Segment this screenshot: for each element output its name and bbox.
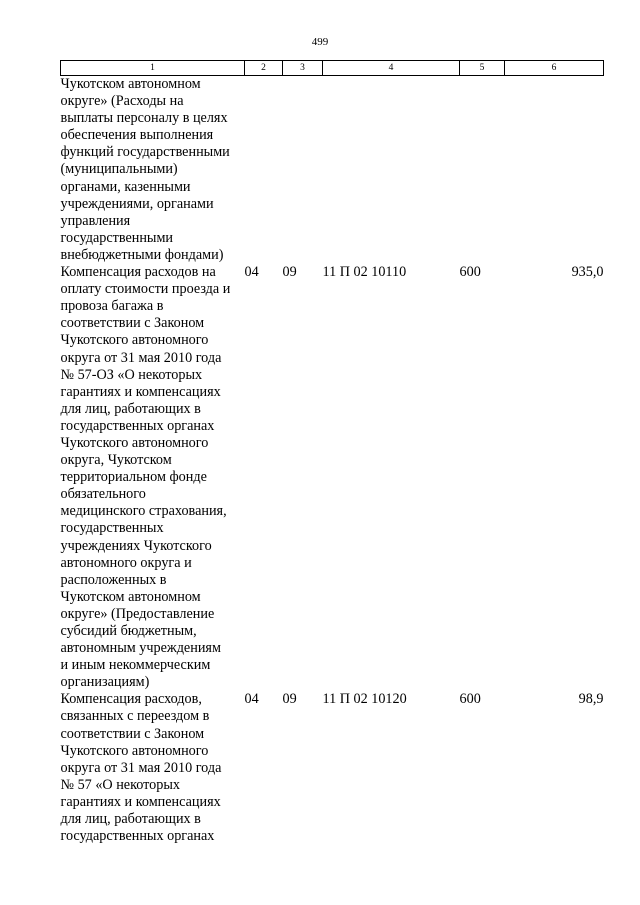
- column-header-1: 1: [61, 61, 245, 76]
- row-section: 04: [244, 691, 259, 708]
- row-target-article: 11 П 02 10110: [322, 264, 407, 281]
- column-header-2: 2: [245, 61, 283, 76]
- table-row: [61, 691, 604, 845]
- row-section: 04: [244, 264, 259, 281]
- row-name: Компенсация расходов на оплату стоимости проезда и провоза багажа в соответствии с Законом Чукотского автономного округа от 31 мая 2010 года № 57-ОЗ «О некоторых гарантиях и компенсациях для лиц, работающих в государственных органах Чукотского автономного округа, Чукотском территориальном фонде обязательного медицинского страхования, государственных учреждениях Чукотского автономного округа и расположенных в Чукотском автономном округе» (Предоставление субсидий бюджетным, автономным учреждениям и иным некоммерческим организациям): [60, 264, 231, 691]
- row-subsection: [283, 76, 323, 265]
- table-row: [61, 264, 604, 691]
- row-amount: [505, 76, 604, 265]
- column-header-4: 4: [323, 61, 460, 76]
- page-number: 499: [311, 36, 329, 48]
- row-amount: 98,9: [578, 691, 604, 708]
- column-header-3: 3: [283, 61, 323, 76]
- row-expense-type: 600: [459, 264, 481, 281]
- column-header-6: 6: [505, 61, 604, 76]
- row-subsection: 09: [282, 691, 297, 708]
- budget-table: [60, 60, 604, 845]
- row-expense-type: [460, 76, 505, 265]
- row-subsection: 09: [282, 264, 297, 281]
- column-header-5: 5: [460, 61, 505, 76]
- table-header-row: [61, 61, 604, 76]
- row-name: Чукотском автономном округе» (Расходы на выплаты персоналу в целях обеспечения выполнения функций государственными (муниципальными) органами, казенными учреждениями, органами управления государственными внебюджетными фондами): [60, 76, 230, 263]
- table-row: [61, 76, 604, 265]
- row-target-article: 11 П 02 10120: [322, 691, 407, 708]
- row-name: Компенсация расходов, связанных с переездом в соответствии с Законом Чукотского автономного округа от 31 мая 2010 года № 57 «О некоторых гарантиях и компенсациях для лиц, работающих в государственных органах: [60, 691, 222, 845]
- row-section: [245, 76, 283, 265]
- row-target-article: [323, 76, 460, 265]
- row-amount: 935,0: [571, 264, 604, 281]
- row-expense-type: 600: [459, 691, 481, 708]
